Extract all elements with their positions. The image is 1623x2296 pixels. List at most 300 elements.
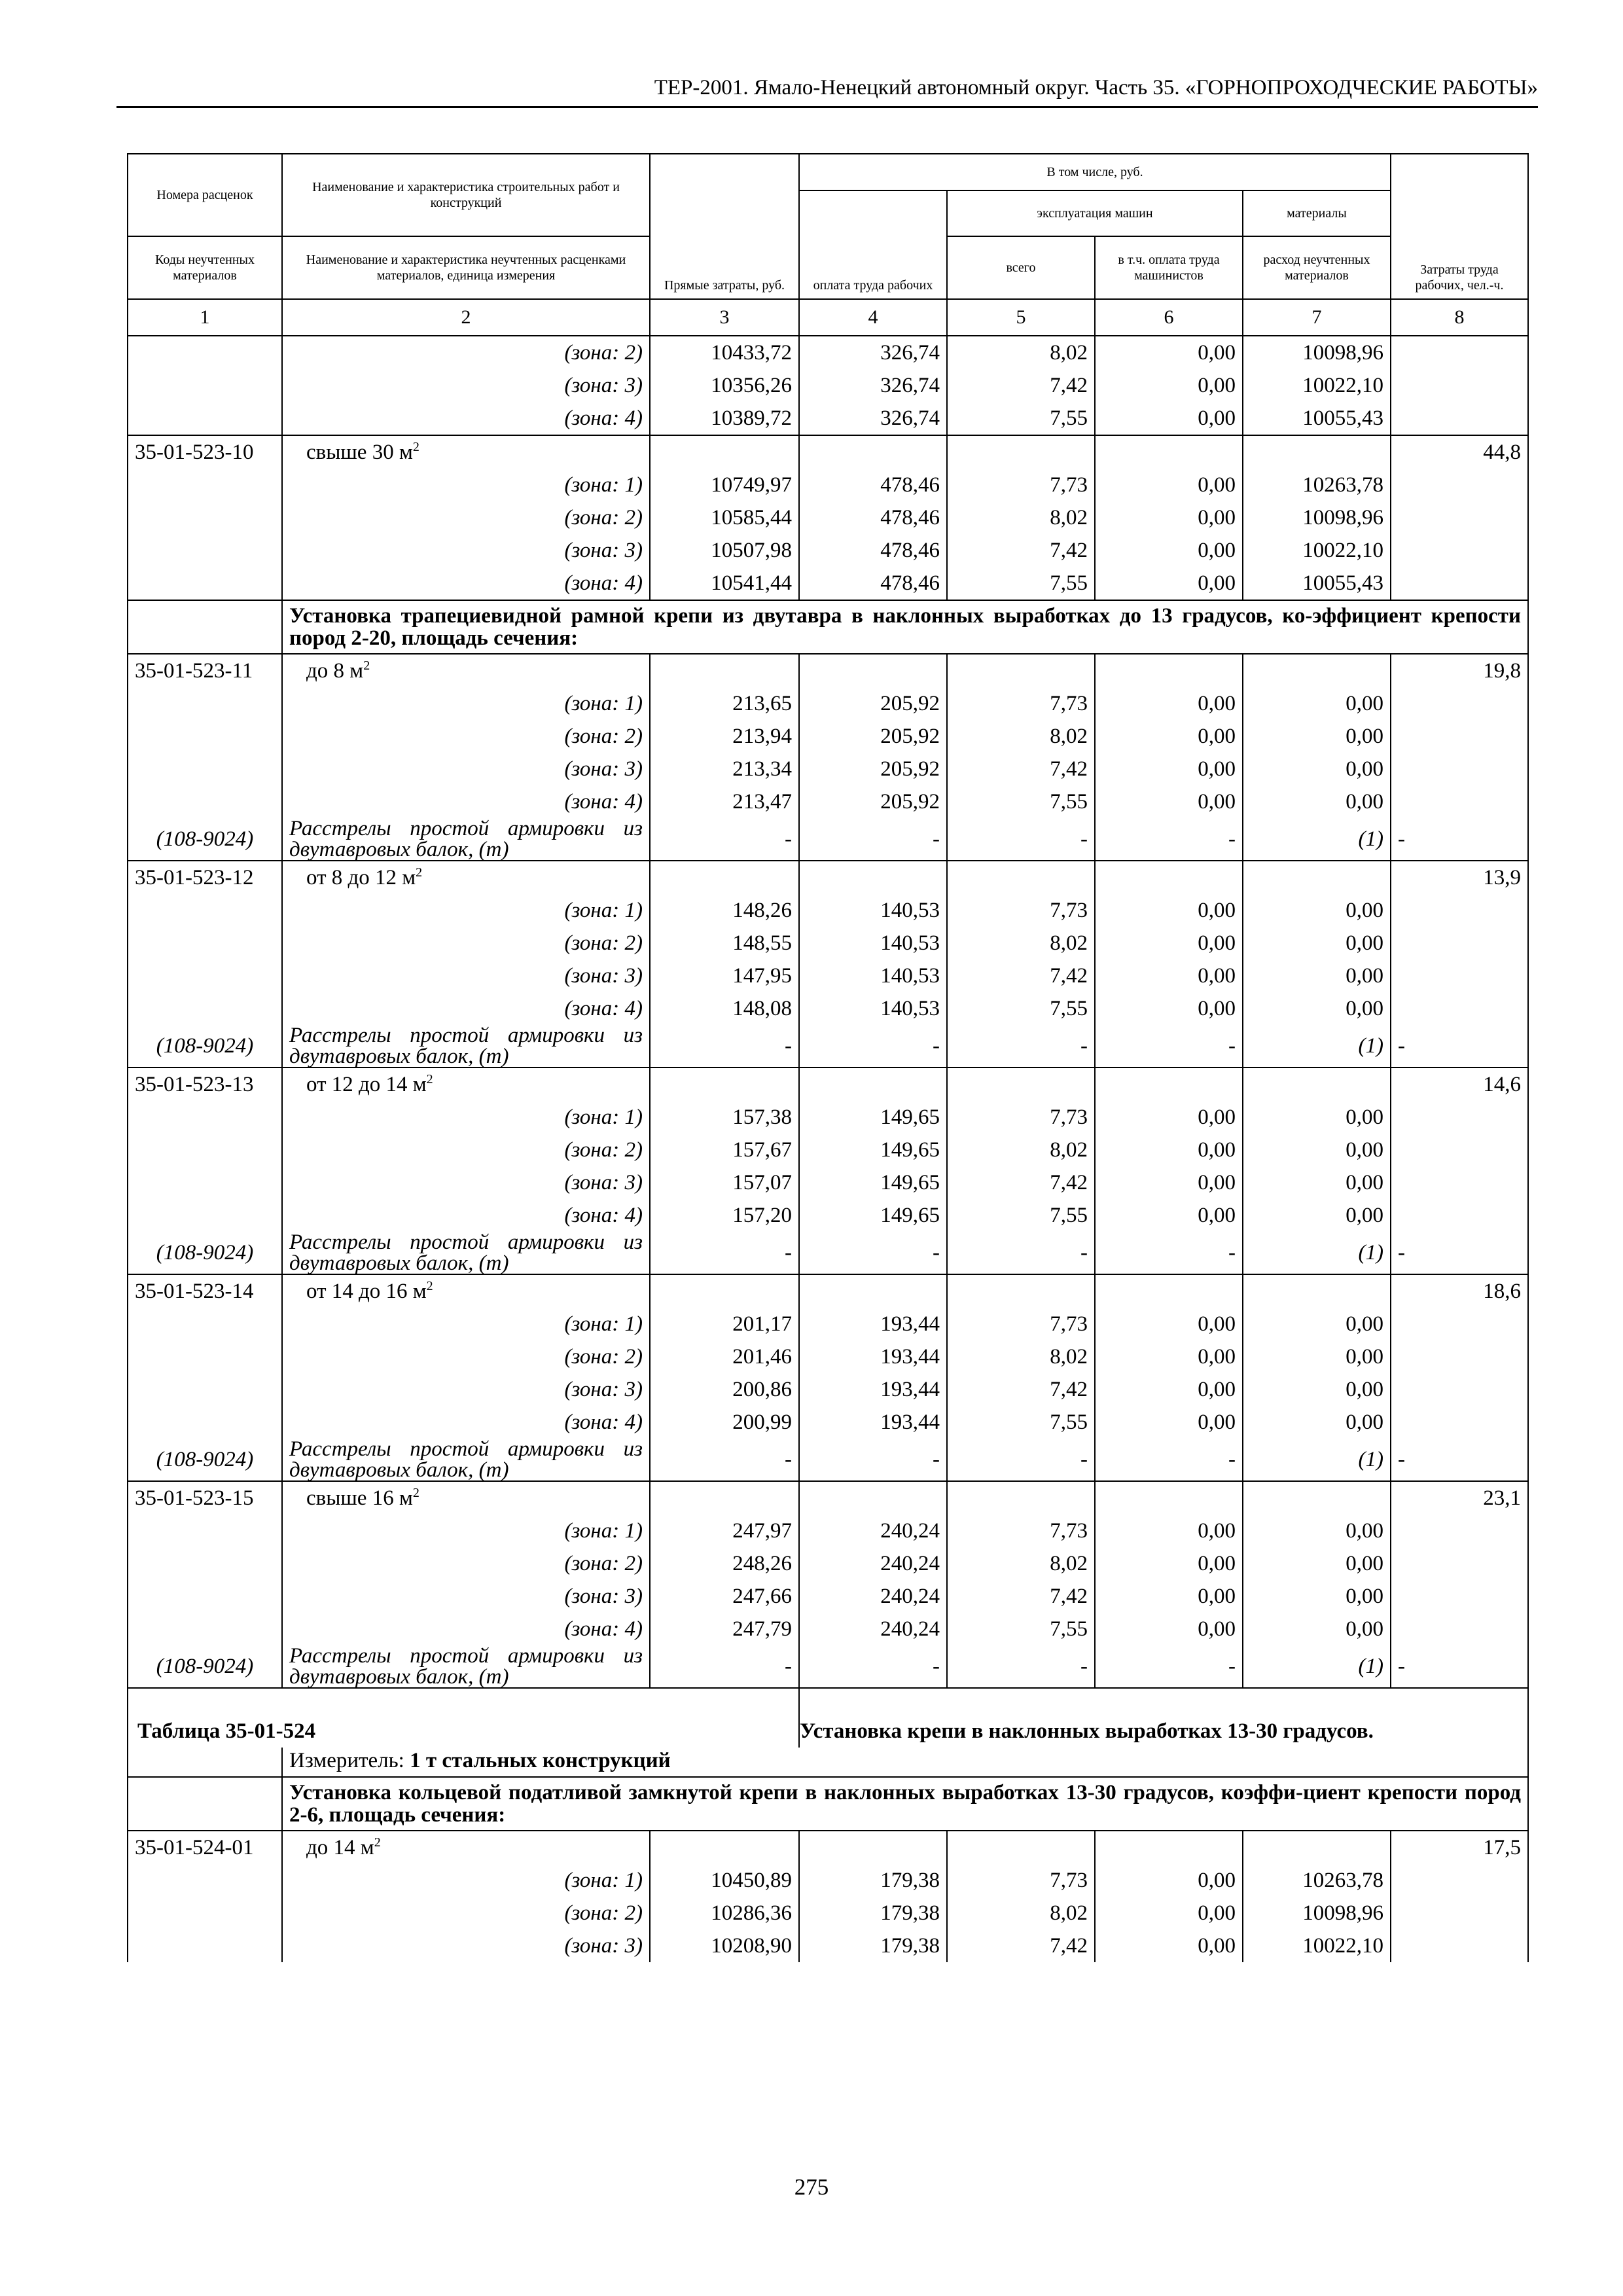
material-row — [128, 1645, 1528, 1688]
empty-cell — [1391, 687, 1528, 720]
materials-cost: 0,00 — [1243, 785, 1391, 818]
zone-row — [128, 1373, 1528, 1406]
zone-row — [128, 1199, 1528, 1232]
machinist-pay: 0,00 — [1095, 1897, 1243, 1929]
empty-cell — [128, 753, 282, 785]
labor-pay: 149,65 — [799, 1101, 947, 1134]
empty-cell — [1391, 369, 1528, 402]
zone-row — [128, 1897, 1528, 1929]
materials-cost: 0,00 — [1243, 992, 1391, 1025]
dash-cell: - — [1391, 1025, 1528, 1067]
direct-cost: 148,26 — [650, 894, 799, 927]
section-row — [128, 600, 1528, 654]
empty-cell — [1243, 1481, 1391, 1515]
rate-name — [282, 1274, 650, 1308]
dash-cell: - — [650, 818, 799, 861]
zone-label: (зона: 3) — [282, 753, 650, 785]
empty-cell — [650, 861, 799, 894]
direct-cost: 213,94 — [650, 720, 799, 753]
empty-cell — [1391, 1199, 1528, 1232]
machines-total: 7,42 — [947, 1373, 1095, 1406]
labor-pay: 205,92 — [799, 753, 947, 785]
machines-total: 7,73 — [947, 1864, 1095, 1897]
empty-cell — [947, 1067, 1095, 1101]
table-title-row — [128, 1688, 1528, 1748]
direct-cost: 148,08 — [650, 992, 799, 1025]
empty-cell — [1391, 336, 1528, 369]
dash-cell: - — [1095, 1439, 1243, 1481]
empty-cell — [1391, 402, 1528, 435]
zone-row — [128, 1166, 1528, 1199]
machines-total: 8,02 — [947, 501, 1095, 534]
empty-cell — [799, 1274, 947, 1308]
materials-cost: 10098,96 — [1243, 336, 1391, 369]
measure-value: 1 т стальных конструкций — [410, 1749, 671, 1772]
empty-cell — [799, 1481, 947, 1515]
material-name: Расстрелы простой армировки из двутавровых балок, (т) — [282, 1025, 650, 1067]
materials-cost: 10022,10 — [1243, 534, 1391, 567]
machinist-pay: 0,00 — [1095, 992, 1243, 1025]
zone-label: (зона: 1) — [282, 469, 650, 501]
empty-cell — [650, 1067, 799, 1101]
zone-row — [128, 753, 1528, 785]
materials-cost: 0,00 — [1243, 687, 1391, 720]
zone-label: (зона: 2) — [282, 927, 650, 960]
dash-cell: - — [1391, 1645, 1528, 1688]
direct-cost: 10286,36 — [650, 1897, 799, 1929]
rate-code: 35-01-523-10 — [128, 435, 282, 469]
machinist-pay: 0,00 — [1095, 1340, 1243, 1373]
empty-cell — [1391, 1613, 1528, 1645]
zone-row — [128, 1613, 1528, 1645]
direct-cost: 157,38 — [650, 1101, 799, 1134]
empty-cell — [650, 1481, 799, 1515]
machinist-pay: 0,00 — [1095, 1308, 1243, 1340]
machinist-pay: 0,00 — [1095, 753, 1243, 785]
empty-cell — [128, 1748, 282, 1777]
materials-cost: 0,00 — [1243, 1101, 1391, 1134]
zone-row — [128, 369, 1528, 402]
materials-cost: 0,00 — [1243, 1166, 1391, 1199]
machinist-pay: 0,00 — [1095, 1864, 1243, 1897]
rate-row — [128, 1067, 1528, 1101]
zone-label: (зона: 1) — [282, 894, 650, 927]
material-code: (108-9024) — [128, 1232, 282, 1274]
machines-head: эксплуатация машин — [947, 190, 1243, 236]
rate-row — [128, 435, 1528, 469]
materials-cost: 0,00 — [1243, 894, 1391, 927]
table-name: Установка крепи в наклонных выработках 13-30 градусов. — [799, 1688, 1528, 1748]
zone-row — [128, 894, 1528, 927]
labor-pay: 478,46 — [799, 534, 947, 567]
material-code: (108-9024) — [128, 1645, 282, 1688]
col5-head: всего — [947, 236, 1095, 299]
zone-row — [128, 1580, 1528, 1613]
empty-cell — [128, 720, 282, 753]
running-header: ТЕР-2001. Ямало-Ненецкий автономный округ. Часть 35. «ГОРНОПРОХОДЧЕСКИЕ РАБОТЫ» — [116, 72, 1538, 108]
rate-name — [282, 1481, 650, 1515]
zone-label: (зона: 1) — [282, 1101, 650, 1134]
direct-cost: 213,34 — [650, 753, 799, 785]
machines-total: 7,73 — [947, 469, 1095, 501]
empty-cell — [1095, 1481, 1243, 1515]
empty-cell — [128, 402, 282, 435]
dash-cell: - — [799, 1439, 947, 1481]
zone-label: (зона: 2) — [282, 501, 650, 534]
zone-label: (зона: 4) — [282, 785, 650, 818]
machinist-pay: 0,00 — [1095, 894, 1243, 927]
labor-pay: 149,65 — [799, 1166, 947, 1199]
empty-cell — [1095, 861, 1243, 894]
dash-cell: - — [947, 1025, 1095, 1067]
empty-cell — [650, 1831, 799, 1864]
empty-cell — [1391, 1308, 1528, 1340]
machinist-pay: 0,00 — [1095, 1406, 1243, 1439]
dash-cell: - — [1391, 818, 1528, 861]
colnum-1: 1 — [128, 299, 282, 336]
empty-cell — [128, 894, 282, 927]
machines-total: 7,42 — [947, 1166, 1095, 1199]
zone-label: (зона: 2) — [282, 720, 650, 753]
empty-cell — [128, 336, 282, 369]
col2-head-a: Наименование и характеристика строительных работ и конструкций — [282, 154, 650, 236]
material-row — [128, 1025, 1528, 1067]
machines-total: 7,73 — [947, 894, 1095, 927]
empty-cell — [1243, 435, 1391, 469]
machines-total: 7,42 — [947, 1580, 1095, 1613]
zone-label: (зона: 3) — [282, 960, 650, 992]
zone-label: (зона: 2) — [282, 1897, 650, 1929]
material-code: (108-9024) — [128, 1025, 282, 1067]
materials-cost: 10022,10 — [1243, 369, 1391, 402]
empty-cell — [1391, 992, 1528, 1025]
empty-cell — [128, 992, 282, 1025]
zone-label: (зона: 4) — [282, 1613, 650, 1645]
labor-pay: 179,38 — [799, 1929, 947, 1962]
direct-cost: 247,79 — [650, 1613, 799, 1645]
colnum-8: 8 — [1391, 299, 1528, 336]
empty-cell — [128, 960, 282, 992]
dash-cell: - — [947, 1232, 1095, 1274]
zone-label: (зона: 3) — [282, 1166, 650, 1199]
dash-cell: - — [650, 1439, 799, 1481]
measure-unit — [282, 1748, 1528, 1777]
direct-cost: 10749,97 — [650, 469, 799, 501]
empty-cell — [1391, 1897, 1528, 1929]
zone-row — [128, 1929, 1528, 1962]
machines-total: 7,42 — [947, 960, 1095, 992]
machinist-pay: 0,00 — [1095, 469, 1243, 501]
col2-head-b: Наименование и характеристика неучтенных расценками материалов, единица измерения — [282, 236, 650, 299]
labor-hours: 18,6 — [1391, 1274, 1528, 1308]
rate-name-text: свыше 16 м — [306, 1486, 413, 1510]
dash-cell: - — [799, 1645, 947, 1688]
column-numbers-row — [128, 299, 1528, 336]
empty-cell — [1095, 1067, 1243, 1101]
materials-cost: 0,00 — [1243, 1199, 1391, 1232]
labor-hours: 19,8 — [1391, 654, 1528, 687]
machines-total: 8,02 — [947, 1547, 1095, 1580]
labor-pay: 478,46 — [799, 567, 947, 600]
direct-cost: 157,67 — [650, 1134, 799, 1166]
empty-cell — [1243, 1067, 1391, 1101]
col4-head: оплата труда рабочих — [799, 190, 947, 299]
rate-code: 35-01-523-15 — [128, 1481, 282, 1515]
machinist-pay: 0,00 — [1095, 1373, 1243, 1406]
rate-row — [128, 654, 1528, 687]
direct-cost: 10389,72 — [650, 402, 799, 435]
empty-cell — [128, 1373, 282, 1406]
empty-cell — [128, 469, 282, 501]
rates-table — [127, 153, 1529, 1962]
dash-cell: - — [1391, 1232, 1528, 1274]
zone-label: (зона: 2) — [282, 1134, 650, 1166]
rate-name-exponent: 2 — [412, 440, 419, 454]
materials-cost: 0,00 — [1243, 1373, 1391, 1406]
rate-code: 35-01-523-12 — [128, 861, 282, 894]
labor-hours: 23,1 — [1391, 1481, 1528, 1515]
empty-cell — [799, 435, 947, 469]
materials-cost: 0,00 — [1243, 753, 1391, 785]
labor-pay: 240,24 — [799, 1515, 947, 1547]
zone-row — [128, 1308, 1528, 1340]
empty-cell — [1391, 753, 1528, 785]
zone-row — [128, 1406, 1528, 1439]
empty-cell — [1391, 1373, 1528, 1406]
direct-cost: 200,99 — [650, 1406, 799, 1439]
zone-row — [128, 1515, 1528, 1547]
rate-code: 35-01-523-13 — [128, 1067, 282, 1101]
material-name: Расстрелы простой армировки из двутавровых балок, (т) — [282, 818, 650, 861]
rate-code: 35-01-524-01 — [128, 1831, 282, 1864]
rate-name-text: до 8 м — [306, 659, 364, 683]
machines-total: 7,73 — [947, 1101, 1095, 1134]
labor-pay: 240,24 — [799, 1547, 947, 1580]
zone-label: (зона: 4) — [282, 992, 650, 1025]
materials-cost: 0,00 — [1243, 720, 1391, 753]
col6-head: в т.ч. оплата труда машинистов — [1095, 236, 1243, 299]
empty-cell — [1391, 927, 1528, 960]
rate-row — [128, 1831, 1528, 1864]
labor-pay: 149,65 — [799, 1199, 947, 1232]
machines-total: 7,42 — [947, 369, 1095, 402]
labor-pay: 140,53 — [799, 927, 947, 960]
machinist-pay: 0,00 — [1095, 927, 1243, 960]
zone-row — [128, 687, 1528, 720]
zone-row — [128, 336, 1528, 369]
materials-cost: 10022,10 — [1243, 1929, 1391, 1962]
materials-cost: 0,00 — [1243, 1547, 1391, 1580]
rate-name-exponent: 2 — [363, 658, 370, 673]
empty-cell — [1391, 1101, 1528, 1134]
machinist-pay: 0,00 — [1095, 1166, 1243, 1199]
dash-cell: - — [799, 1025, 947, 1067]
zone-label: (зона: 3) — [282, 534, 650, 567]
empty-cell — [947, 1274, 1095, 1308]
empty-cell — [1095, 654, 1243, 687]
empty-cell — [650, 1274, 799, 1308]
rate-name — [282, 1067, 650, 1101]
machines-total: 7,55 — [947, 1406, 1095, 1439]
empty-cell — [128, 369, 282, 402]
dash-cell: - — [1095, 1025, 1243, 1067]
empty-cell — [799, 861, 947, 894]
zone-row — [128, 469, 1528, 501]
empty-cell — [947, 861, 1095, 894]
empty-cell — [799, 1067, 947, 1101]
empty-cell — [128, 534, 282, 567]
zone-label: (зона: 1) — [282, 1308, 650, 1340]
empty-cell — [128, 687, 282, 720]
labor-pay: 478,46 — [799, 469, 947, 501]
empty-cell — [128, 567, 282, 600]
zone-row — [128, 960, 1528, 992]
zone-row — [128, 501, 1528, 534]
zone-row — [128, 1547, 1528, 1580]
direct-cost: 10433,72 — [650, 336, 799, 369]
machines-total: 7,55 — [947, 1613, 1095, 1645]
empty-cell — [1391, 1547, 1528, 1580]
machines-total: 8,02 — [947, 720, 1095, 753]
material-row — [128, 1439, 1528, 1481]
labor-pay: 478,46 — [799, 501, 947, 534]
col1-head-b: Коды неучтенных материалов — [128, 236, 282, 299]
colnum-7: 7 — [1243, 299, 1391, 336]
labor-hours: 44,8 — [1391, 435, 1528, 469]
machines-total: 7,55 — [947, 1199, 1095, 1232]
empty-cell — [1391, 1864, 1528, 1897]
material-qty: (1) — [1243, 1439, 1391, 1481]
page-number: 275 — [794, 2174, 829, 2200]
empty-cell — [128, 1777, 282, 1831]
machines-total: 7,73 — [947, 1308, 1095, 1340]
rate-name-text: от 14 до 16 м — [306, 1280, 427, 1303]
price-table — [127, 153, 1527, 1962]
labor-pay: 326,74 — [799, 369, 947, 402]
rate-name-text: свыше 30 м — [306, 440, 413, 464]
empty-cell — [128, 1864, 282, 1897]
dash-cell: - — [799, 1232, 947, 1274]
machines-total: 8,02 — [947, 336, 1095, 369]
machines-total: 8,02 — [947, 927, 1095, 960]
labor-hours: 14,6 — [1391, 1067, 1528, 1101]
empty-cell — [1391, 785, 1528, 818]
direct-cost: 10507,98 — [650, 534, 799, 567]
section-heading: Установка кольцевой податливой замкнутой крепи в наклонных выработках 13-30 градусов, коэффи-циент крепости пород 2-6, площадь сечения: — [282, 1777, 1528, 1831]
machines-total: 7,55 — [947, 992, 1095, 1025]
direct-cost: 10450,89 — [650, 1864, 799, 1897]
materials-cost: 10263,78 — [1243, 1864, 1391, 1897]
direct-cost: 213,47 — [650, 785, 799, 818]
labor-pay: 205,92 — [799, 720, 947, 753]
direct-cost: 147,95 — [650, 960, 799, 992]
zone-row — [128, 567, 1528, 600]
labor-pay: 179,38 — [799, 1897, 947, 1929]
empty-cell — [128, 1929, 282, 1962]
zone-label: (зона: 3) — [282, 1580, 650, 1613]
empty-cell — [1243, 1831, 1391, 1864]
rate-name-exponent: 2 — [374, 1835, 381, 1850]
rate-name-text: от 12 до 14 м — [306, 1073, 427, 1096]
machinist-pay: 0,00 — [1095, 534, 1243, 567]
labor-pay: 326,74 — [799, 402, 947, 435]
materials-cost: 10098,96 — [1243, 501, 1391, 534]
rate-row — [128, 861, 1528, 894]
zone-label: (зона: 2) — [282, 1340, 650, 1373]
dash-cell: - — [947, 1439, 1095, 1481]
materials-cost: 10098,96 — [1243, 1897, 1391, 1929]
empty-cell — [1243, 1274, 1391, 1308]
dash-cell: - — [947, 818, 1095, 861]
table-header — [128, 154, 1528, 336]
machines-total: 7,55 — [947, 785, 1095, 818]
labor-pay: 179,38 — [799, 1864, 947, 1897]
zone-label: (зона: 4) — [282, 1199, 650, 1232]
empty-cell — [128, 1134, 282, 1166]
machinist-pay: 0,00 — [1095, 567, 1243, 600]
labor-pay: 140,53 — [799, 992, 947, 1025]
material-name: Расстрелы простой армировки из двутавровых балок, (т) — [282, 1439, 650, 1481]
direct-cost: 213,65 — [650, 687, 799, 720]
direct-cost: 10208,90 — [650, 1929, 799, 1962]
material-qty: (1) — [1243, 1645, 1391, 1688]
rate-row — [128, 1274, 1528, 1308]
materials-cost: 0,00 — [1243, 1580, 1391, 1613]
zone-label: (зона: 4) — [282, 567, 650, 600]
zone-label: (зона: 3) — [282, 1929, 650, 1962]
machinist-pay: 0,00 — [1095, 785, 1243, 818]
machines-total: 7,42 — [947, 534, 1095, 567]
zone-label: (зона: 1) — [282, 1864, 650, 1897]
direct-cost: 10541,44 — [650, 567, 799, 600]
labor-pay: 193,44 — [799, 1406, 947, 1439]
zone-label: (зона: 1) — [282, 1515, 650, 1547]
dash-cell: - — [1095, 1232, 1243, 1274]
machinist-pay: 0,00 — [1095, 1929, 1243, 1962]
material-qty: (1) — [1243, 1232, 1391, 1274]
labor-pay: 240,24 — [799, 1580, 947, 1613]
materials-cost: 0,00 — [1243, 960, 1391, 992]
machinist-pay: 0,00 — [1095, 402, 1243, 435]
machinist-pay: 0,00 — [1095, 687, 1243, 720]
machinist-pay: 0,00 — [1095, 1613, 1243, 1645]
machines-total: 7,42 — [947, 1929, 1095, 1962]
material-code: (108-9024) — [128, 1439, 282, 1481]
dash-cell: - — [799, 818, 947, 861]
direct-cost: 201,17 — [650, 1308, 799, 1340]
measure-label: Измеритель: — [289, 1749, 404, 1772]
machinist-pay: 0,00 — [1095, 960, 1243, 992]
empty-cell — [1391, 1580, 1528, 1613]
dash-cell: - — [650, 1645, 799, 1688]
empty-cell — [1391, 1929, 1528, 1962]
table-body — [128, 336, 1528, 1962]
machines-total: 7,55 — [947, 402, 1095, 435]
empty-cell — [1391, 469, 1528, 501]
empty-cell — [650, 654, 799, 687]
materials-cost: 0,00 — [1243, 1308, 1391, 1340]
colnum-5: 5 — [947, 299, 1095, 336]
machines-total: 7,73 — [947, 687, 1095, 720]
zone-row — [128, 992, 1528, 1025]
zone-label: (зона: 3) — [282, 1373, 650, 1406]
empty-cell — [1391, 534, 1528, 567]
rate-name-exponent: 2 — [412, 1486, 419, 1500]
empty-cell — [947, 654, 1095, 687]
empty-cell — [1391, 567, 1528, 600]
labor-pay: 140,53 — [799, 960, 947, 992]
labor-pay: 326,74 — [799, 336, 947, 369]
